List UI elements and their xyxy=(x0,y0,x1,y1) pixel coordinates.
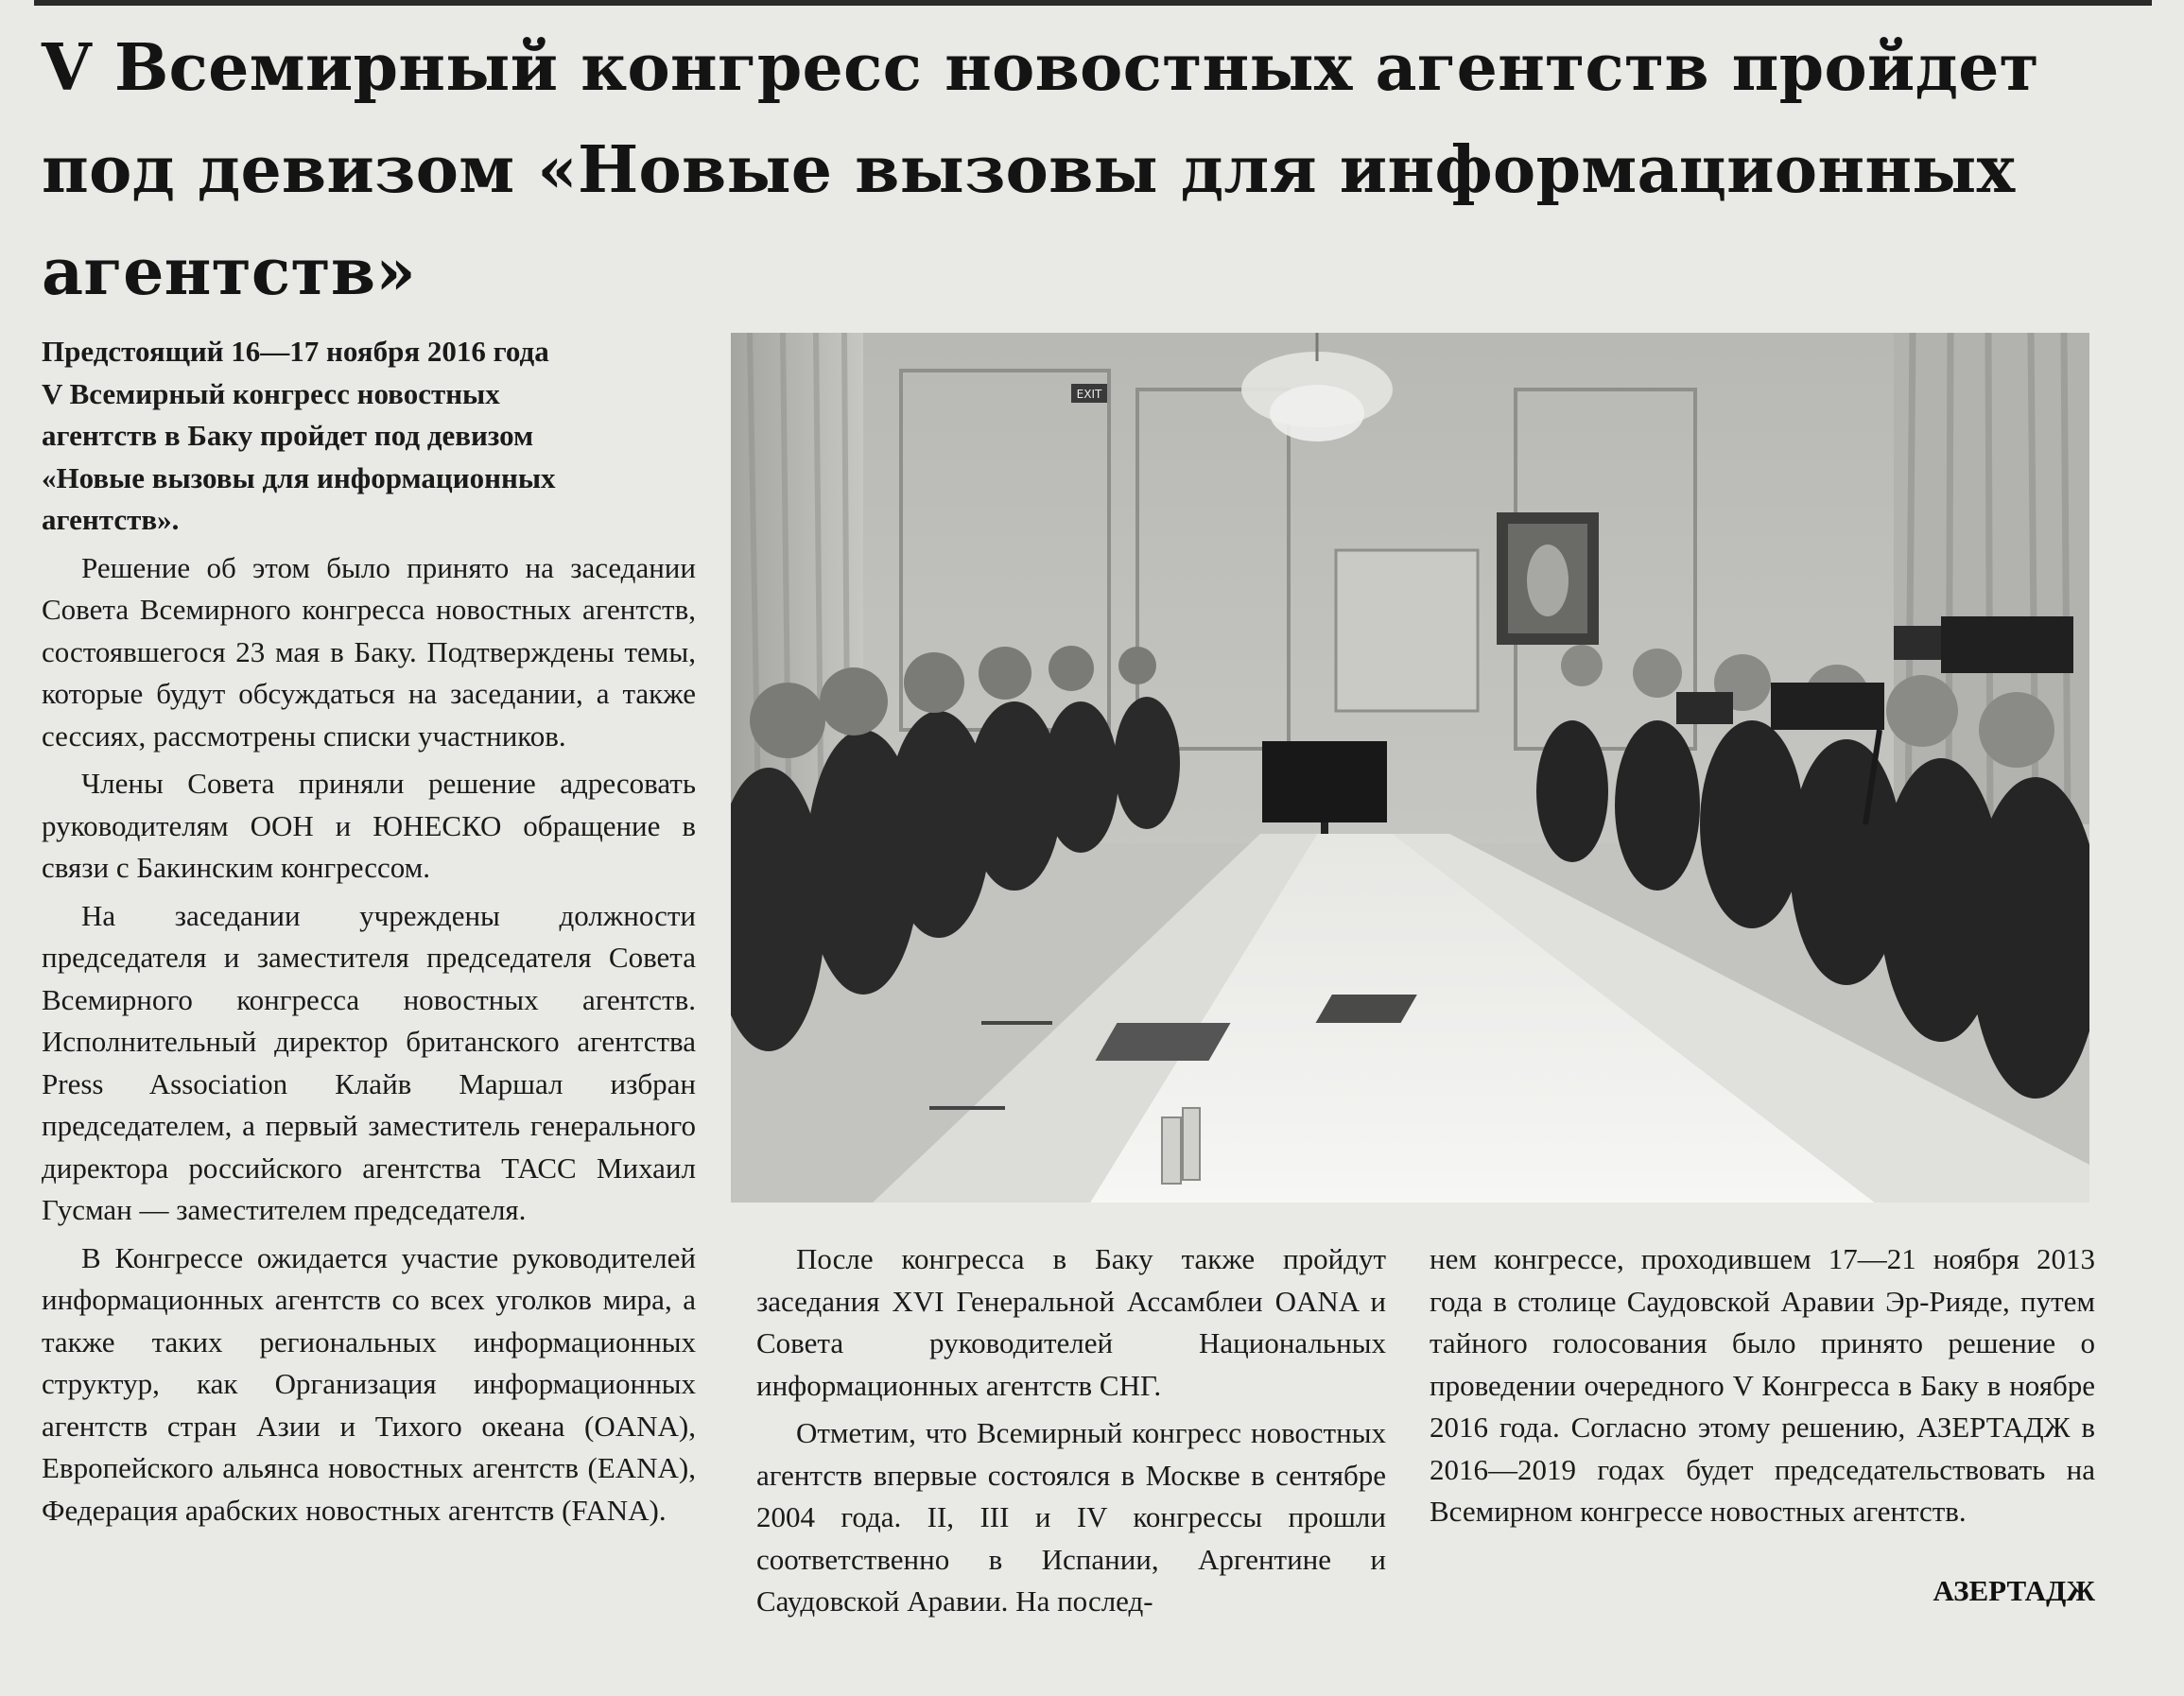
article-column-2 xyxy=(756,1238,1386,1623)
headline-line-3: агентств» xyxy=(42,234,416,310)
meeting-photo-drawing xyxy=(731,333,2089,1203)
article-photo xyxy=(731,333,2089,1203)
paragraph: Решение об этом было принято на заседании Совета Всемирного конгресса новостных агентств, состоявшегося 23 мая в Баку. Подтверждены темы, которые будут обсуждаться на заседании, а также сессиях, рассмотрены списки участников. xyxy=(42,550,696,753)
paragraph: На заседании учреждены должности председателя и заместителя председателя Совета Всемирного конгресса новостных агентств. Исполнительный директор британского агентства Press Association Клайв Маршал избран председателем, а первый заместитель генерального директора российского агентства ТАСС Михаил Гусман — заместителем председателя. xyxy=(42,898,696,1226)
article-byline: АЗЕРТАДЖ xyxy=(1933,1574,2095,1607)
paragraph: Члены Совета приняли решение адресовать руководителям ООН и ЮНЕСКО обращение в связи с Бакинским конгрессом. xyxy=(42,767,696,884)
paragraph: нем конгрессе, проходившем 17—21 ноября 2013 года в столице Саудовской Аравии Эр-Рияде, путем тайного голосования было принято решение о проведении очередного V Конгресса в Баку в ноябре 2016 года. Согласно этому решению, АЗЕРТАДЖ в 2016—2019 годах будет председательствовать на Всемирном конгрессе новостных агентств. xyxy=(1430,1242,2095,1528)
paragraph: Отметим, что Всемирный конгресс новостных агентств впервые состоялся в Москве в сентябре 2004 года. II, III и IV конгрессы прошли соответственно в Испании, Аргентине и Саудовской Аравии. На послед- xyxy=(756,1416,1386,1618)
lead-line-5: агентств». xyxy=(42,503,180,536)
lead-line-2: V Всемирный конгресс новостных xyxy=(42,376,500,410)
lead-line-3: агентств в Баку пройдет под девизом xyxy=(42,419,534,452)
lead-paragraph xyxy=(42,331,696,542)
headline-line-1: V Всемирный конгресс новостных агентств пройдет xyxy=(42,30,2039,106)
exit-sign-text: EXIT xyxy=(1076,388,1102,401)
article-headline xyxy=(42,17,2122,323)
lead-line-1: Предстоящий 16—17 ноября 2016 года xyxy=(42,335,549,368)
article-column-1 xyxy=(42,331,696,1532)
paragraph: После конгресса в Баку также пройдут заседания XVI Генеральной Ассамблеи OANA и Совета руководителей Национальных информационных агентств СНГ. xyxy=(756,1242,1386,1402)
headline-line-2: под девизом «Новые вызовы для информационных xyxy=(42,132,2016,208)
paragraph: В Конгрессе ожидается участие руководителей информационных агентств со всех уголков мира, а также таких региональных информационных структур, как Организация информационных агентств стран Азии и Тихого океана (OANA), Европейского альянса новостных агентств (EANA), Федерация арабских новостных агентств (FANA). xyxy=(42,1240,696,1527)
top-rule xyxy=(34,0,2152,6)
article-column-3 xyxy=(1430,1238,2095,1533)
lead-line-4: «Новые вызовы для информационных xyxy=(42,460,556,494)
